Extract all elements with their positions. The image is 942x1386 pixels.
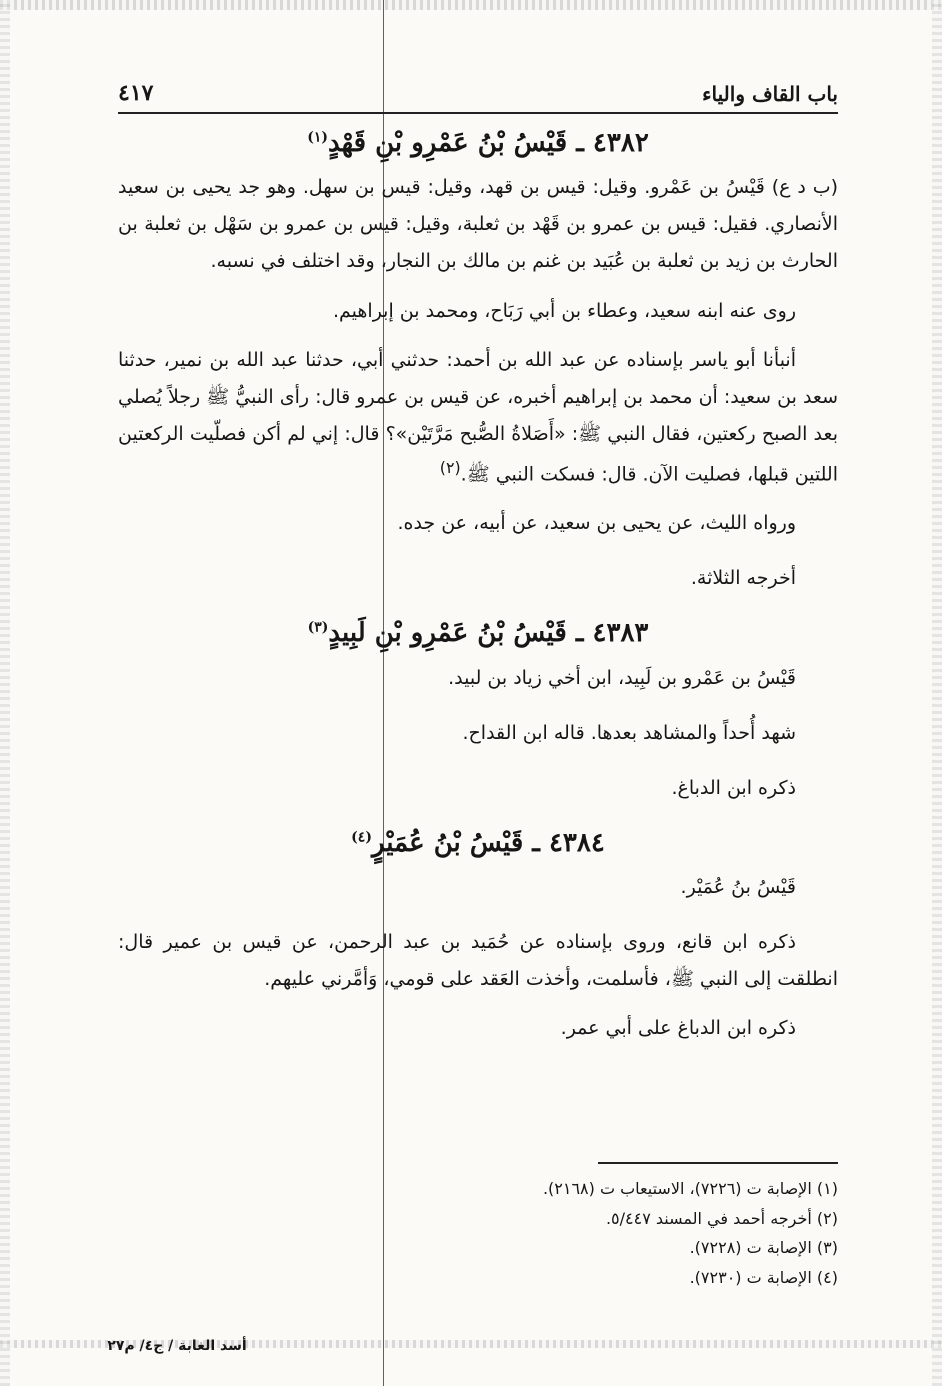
footnote-ref: (٢) [439, 457, 461, 477]
entry-paragraph: ورواه الليث، عن يحيى بن سعيد، عن أبيه، عن جده. [397, 512, 796, 535]
chapter-title: باب القاف والياء [702, 82, 838, 106]
entry-paragraph: ذكره ابن الدباغ على أبي عمر. [560, 1017, 796, 1040]
page-number: ٤١٧ [118, 80, 154, 106]
footnotes [118, 1162, 838, 1292]
entry-title-text: ٤٣٨٣ ـ قَيْسُ بْنُ عَمْرِو بْنِ لَبِيدٍ [328, 618, 649, 649]
entry-title-4382 [118, 125, 838, 161]
page-border-top [0, 0, 942, 10]
footnote-item: (١) الإصابة ت (٧٢٢٦)، الاستيعاب ت (٢١٦٨). [542, 1179, 838, 1198]
footnote-item: (٤) الإصابة ت (٧٢٣٠). [689, 1267, 838, 1287]
entry-paragraph: ذكره ابن قانع، وروى بإسناده عن حُمَيد بن عبد الرحمن، عن قيس بن عمير قال: انطلقت إلى النبي ﷺ، فأسلمت، وأخذت العَقد على قومي، وَأمَّرني عليهم. [118, 931, 838, 991]
entry-paragraph: روى عنه ابنه سعيد، وعطاء بن أبي رَبَاح، ومحمد بن إبراهيم. [332, 299, 796, 322]
footnote-ref: (٤) [351, 829, 372, 846]
entry-title-4384 [118, 825, 838, 861]
entry-title-4383 [118, 615, 838, 651]
signature-mark: أسد الغابة / ج٤/ م٢٧ [107, 1338, 247, 1354]
entry-paragraph: ذكره ابن الدباغ. [671, 776, 796, 799]
entry-title-text: ٤٣٨٤ ـ قَيْسُ بْنُ عُمَيْرٍ [371, 827, 605, 858]
entry-paragraph: شهد أُحداً والمشاهد بعدها. قاله ابن القداح. [462, 721, 796, 744]
entry-title-text: ٤٣٨٢ ـ قَيْسُ بْنُ عَمْرِو بْنِ قَهْدٍ [328, 128, 649, 158]
entry-paragraph: قَيْسُ بنُ عُمَيْر. [680, 876, 796, 899]
entry-paragraph: (ب د ع) قَيْسُ بن عَمْرو. وقيل: قيس بن قهد، وقيل: قيس بن سهل. وهو جد يحيى بن سعيد الأنصاري. فقيل: قيس بن عمرو بن قَهْد بن ثعلبة، وقيل: قيس بن عمرو بن سَهْل بن ثعلبة بن الحارث بن زيد بن ثعلبة بن عُبَيد بن غنم بن مالك بن النجار، وقد اختلف في نسبه. [118, 176, 838, 273]
page-border-left [0, 0, 10, 1386]
entry-paragraph [118, 342, 838, 494]
entry-paragraph: قَيْسُ بن عَمْرو بن لَبِيد، ابن أخي زياد بن لبيد. [448, 666, 796, 689]
page-border-right [932, 0, 942, 1386]
running-header [118, 70, 838, 114]
footnote-ref: (١) [307, 129, 328, 146]
footnote-item: (٣) الإصابة ت (٧٢٢٨). [689, 1238, 838, 1258]
main-text [118, 125, 838, 1059]
footnote-ref: (٣) [307, 619, 329, 636]
footnote-item: (٢) أخرجه أحمد في المسند ٥/٤٤٧. [605, 1208, 838, 1228]
hadith-text: أنبأنا أبو ياسر بإسناده عن عبد الله بن أحمد: حدثني أبي، حدثنا عبد الله بن نمير، حدثنا سعد بن سعيد: أن محمد بن إبراهيم أخبره، عن قيس بن عمرو قال: رأى النبيُّ ﷺ رجلاً يُصلي بعد الصبح ركعتين، فقال النبي ﷺ: «أَصَلاةُ الصُّبح مَرَّتَيْن»؟ قال: إني لم أكن فصلّيت الركعتين اللتين قبلها، فصليت الآن. قال: فسكت النبي ﷺ. [118, 348, 838, 486]
entry-paragraph: أخرجه الثلاثة. [690, 567, 796, 590]
footnote-rule [598, 1162, 838, 1164]
